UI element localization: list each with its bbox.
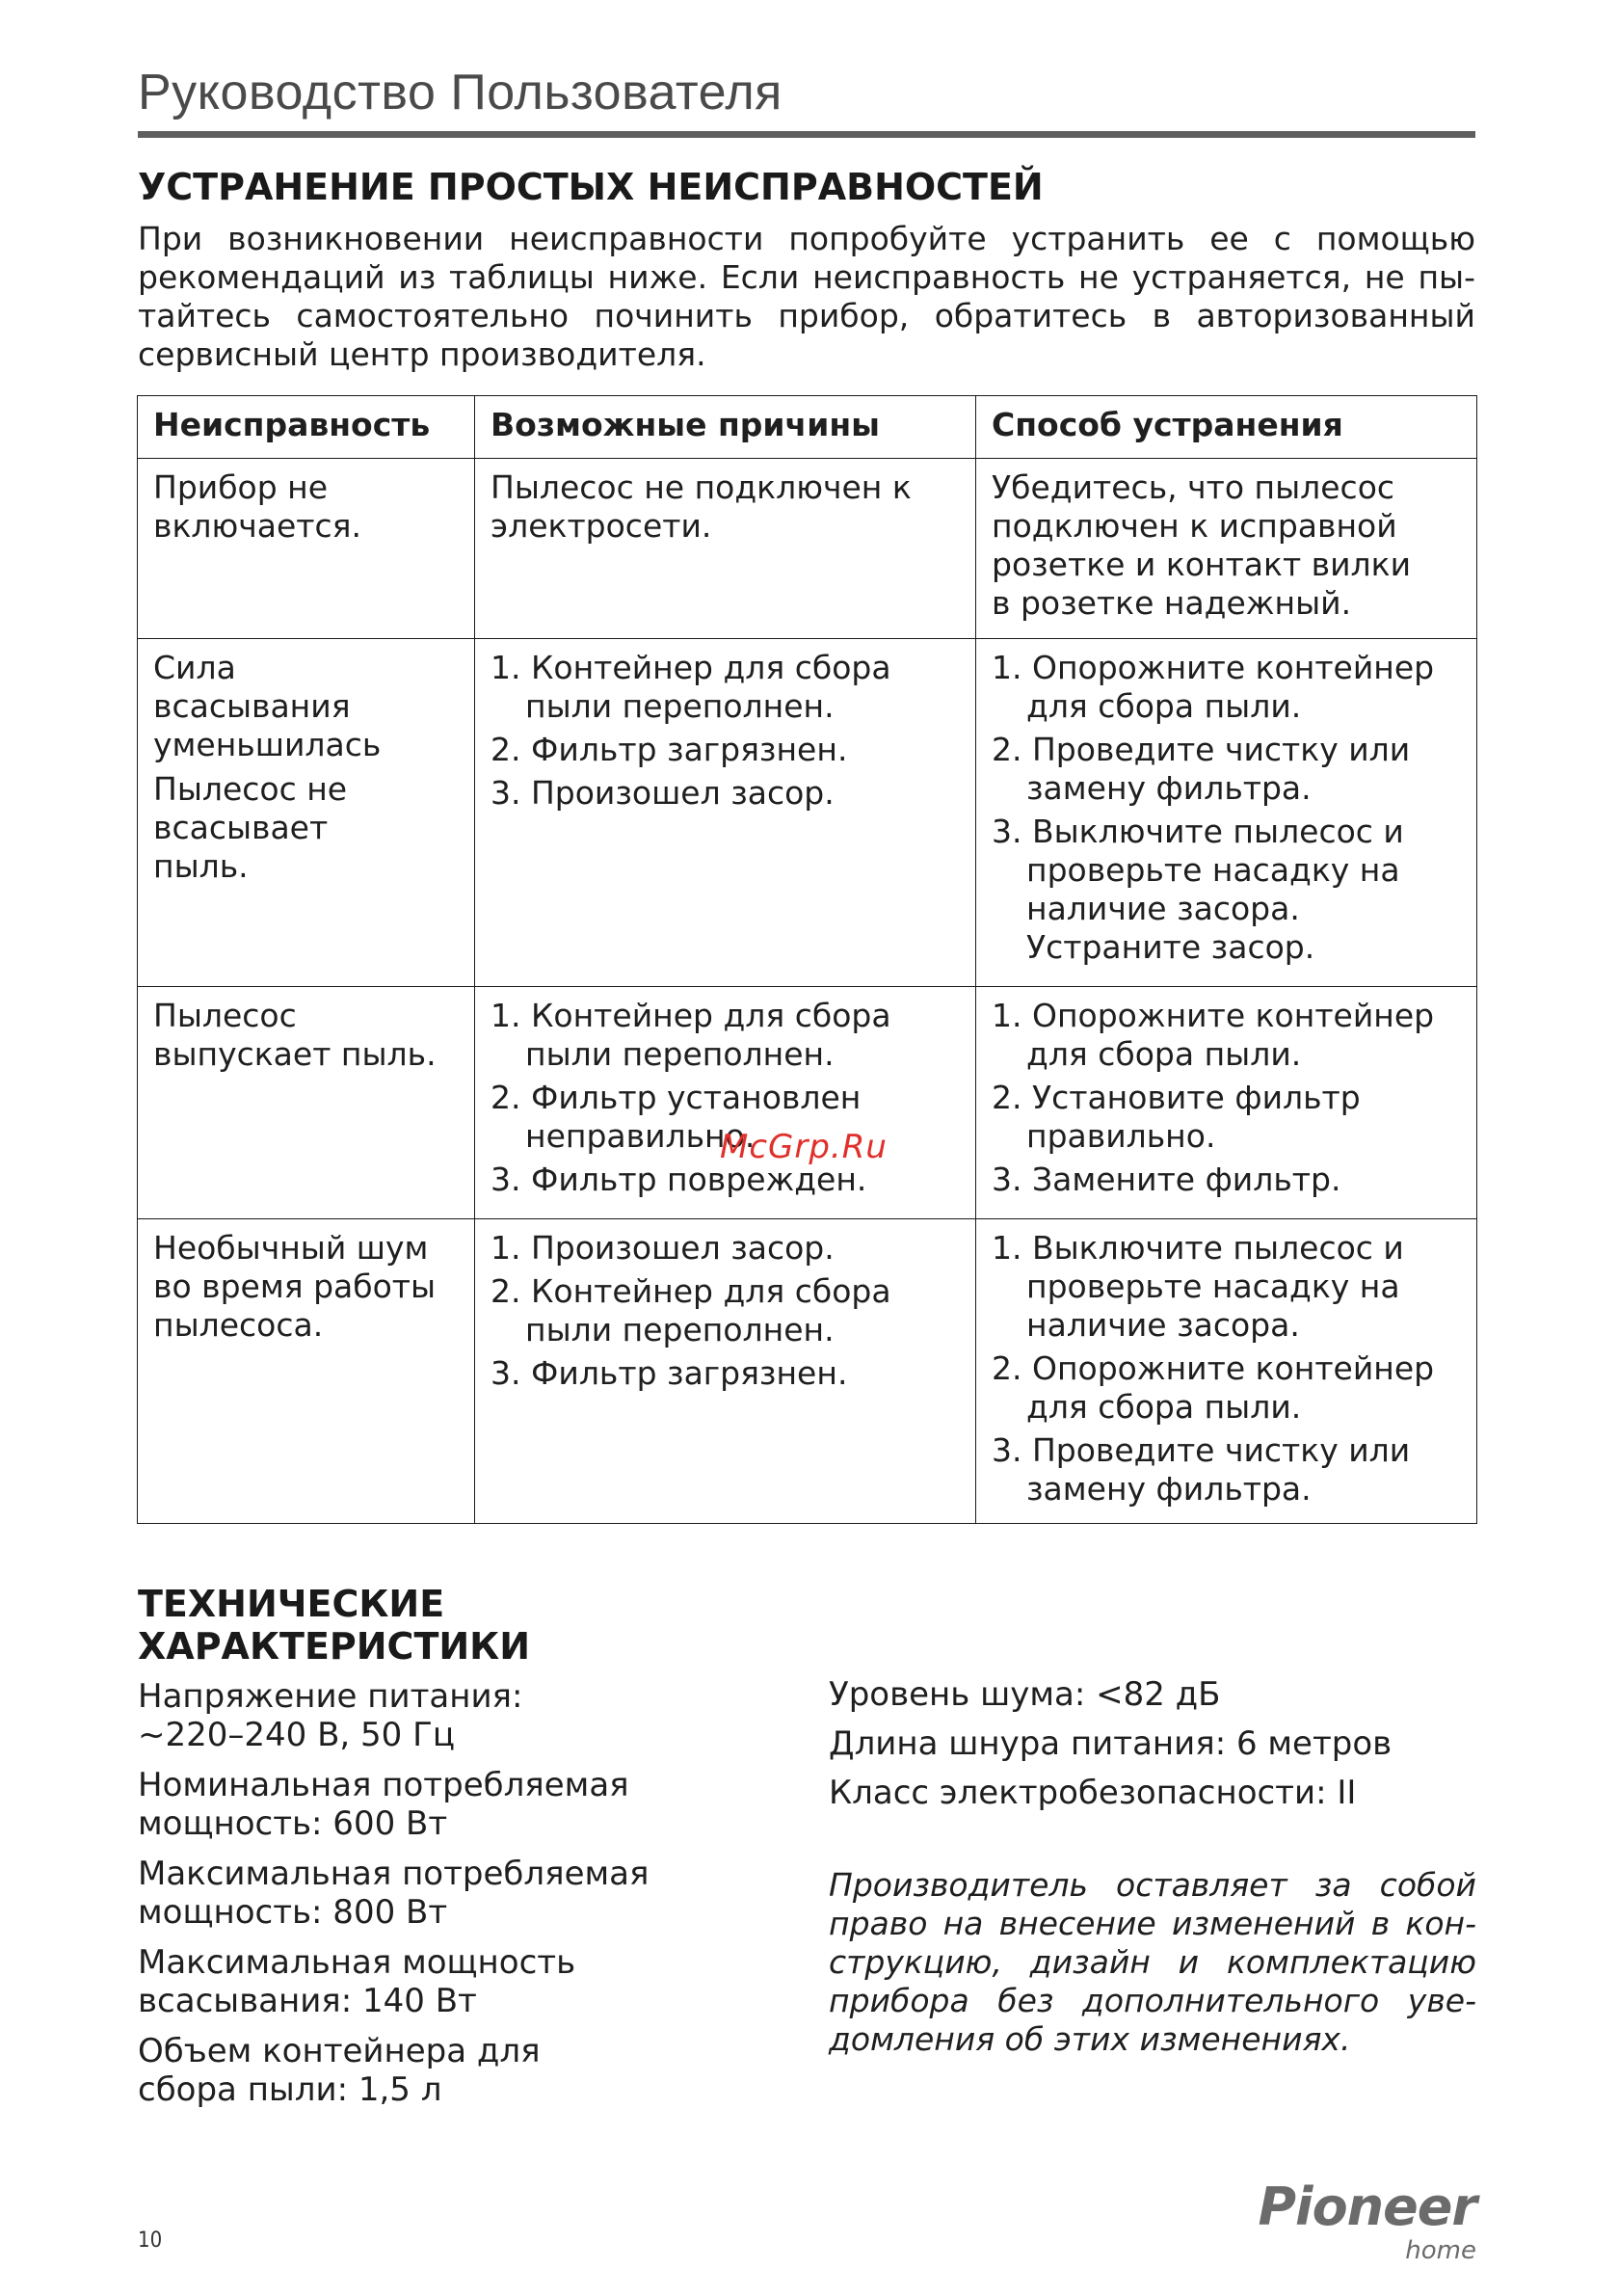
specs-title [138, 1583, 530, 1668]
list-item: 3. Замените фильтр. [992, 1161, 1341, 1198]
list-item: 3. Выключите пылесос и проверьте насадку на наличие засора. Устраните засор. [992, 813, 1404, 966]
pioneer-home-logo [1243, 2176, 1476, 2263]
watermark-text: McGrp.Ru [720, 1128, 888, 1166]
fault-text: Необычный шум во время работы пылесоса. [153, 1229, 437, 1344]
specs-left-column [138, 1677, 716, 2121]
list-item: 2. Контейнер для сбора пыли переполнен. [491, 1272, 891, 1348]
troubleshooting-table [137, 395, 1477, 1524]
list-item: 1. Контейнер для сбора пыли переполнен. [491, 649, 891, 725]
disclaimer-line: домления об этих изменениях. [829, 2020, 1351, 2058]
remedies-list [992, 1229, 1463, 1508]
cause-text: Пылесос не подключен к электросети. [491, 468, 912, 545]
intro-line: сервисный центр производителя. [138, 335, 706, 373]
list-item: 1. Опорожните контейнер для сбора пыли. [992, 997, 1435, 1073]
spec-item: Номинальная потребляемая мощность: 600 Вт [138, 1766, 629, 1843]
troubleshooting-title: УСТРАНЕНИЕ ПРОСТЫХ НЕИСПРАВНОСТЕЙ [138, 166, 1044, 208]
list-item: 1. Контейнер для сбора пыли переполнен. [491, 997, 891, 1073]
manufacturer-disclaimer [829, 1866, 1476, 2059]
brand-name: Pioneer [1258, 2176, 1476, 2237]
brand-subname: home [1405, 2236, 1476, 2265]
causes-cell [475, 639, 976, 987]
list-item: 2. Проведите чистку или замену фильтра. [992, 731, 1411, 807]
list-item: 3. Фильтр загрязнен. [491, 1354, 848, 1392]
remedies-list [992, 649, 1463, 967]
list-item: 2. Фильтр загрязнен. [491, 731, 848, 768]
list-item: 1. Опорожните контейнер для сбора пыли. [992, 649, 1435, 725]
fault-text: Сила всасывания уменьшилась [153, 649, 382, 763]
column-header-causes: Возможные причины [475, 396, 976, 459]
remedies-cell [976, 987, 1477, 1219]
causes-cell [475, 459, 976, 639]
specs-right-column [829, 1675, 1476, 1823]
list-item: 3. Произошел засор. [491, 774, 835, 812]
remedies-cell [976, 639, 1477, 987]
remedies-cell [976, 459, 1477, 639]
fault-cell [138, 987, 475, 1219]
fault-cell [138, 639, 475, 987]
fault-cell [138, 1219, 475, 1524]
disclaimer-line: прибора без дополнительного уве- [829, 1982, 1476, 2019]
disclaimer-line: право на внесение изменений в кон- [829, 1905, 1476, 1942]
troubleshooting-intro [138, 220, 1475, 374]
spec-item: Класс электробезопасности: II [829, 1774, 1357, 1812]
causes-list [491, 649, 962, 813]
page-header-title: Руководство Пользователя [138, 65, 782, 120]
disclaimer-line: струкцию, дизайн и комплектацию [829, 1943, 1476, 1981]
spec-item: Максимальная мощность всасывания: 140 Вт [138, 1943, 576, 2020]
column-header-fault: Неисправность [138, 396, 475, 459]
fault-text: Прибор не включается. [153, 468, 361, 545]
table-header-row [138, 396, 1477, 459]
specs-title-line: ТЕХНИЧЕСКИЕ [138, 1583, 445, 1625]
remedies-list [992, 997, 1463, 1199]
disclaimer-line: Производитель оставляет за собой [829, 1866, 1476, 1904]
causes-cell [475, 1219, 976, 1524]
list-item: 3. Проведите чистку или замену фильтра. [992, 1431, 1411, 1508]
list-item: 2. Фильтр установлен неправильно. [491, 1079, 862, 1155]
spec-item: Максимальная потребляемая мощность: 800 Вт [138, 1855, 650, 1932]
table-row [138, 987, 1477, 1219]
header-divider [138, 131, 1475, 138]
table-row [138, 459, 1477, 639]
list-item: 1. Выключите пылесос и проверьте насадку на наличие засора. [992, 1229, 1404, 1344]
list-item: 2. Установите фильтр правильно. [992, 1079, 1361, 1155]
column-header-remedies: Способ устранения [976, 396, 1477, 459]
remedy-text: Убедитесь, что пылесос подключен к исправной розетке и контакт вилки в розетке надежный. [992, 468, 1412, 622]
list-item: 3. Фильтр поврежден. [491, 1161, 867, 1198]
table-row [138, 1219, 1477, 1524]
table-row [138, 639, 1477, 987]
causes-cell [475, 987, 976, 1219]
fault-cell [138, 459, 475, 639]
spec-item: Длина шнура питания: 6 метров [829, 1724, 1393, 1763]
causes-list [491, 997, 962, 1199]
list-item: 1. Произошел засор. [491, 1229, 835, 1267]
page-number: 10 [138, 2229, 163, 2253]
list-item: 2. Опорожните контейнер для сбора пыли. [992, 1349, 1435, 1426]
intro-line: При возникновении неисправности попробуйте устранить ее с помощью [138, 220, 1475, 257]
spec-item: Объем контейнера для сбора пыли: 1,5 л [138, 2032, 541, 2109]
remedies-cell [976, 1219, 1477, 1524]
fault-text: Пылесос не всасывает пыль. [153, 770, 348, 885]
intro-line: рекомендаций из таблицы ниже. Если неисправность не устраняется, не пы- [138, 258, 1475, 296]
spec-item: Уровень шума: <82 дБ [829, 1675, 1221, 1714]
specs-title-line: ХАРАКТЕРИСТИКИ [138, 1625, 531, 1668]
spec-item: Напряжение питания: ~220–240 В, 50 Гц [138, 1677, 523, 1754]
intro-line: тайтесь самостоятельно починить прибор, обратитесь в авторизованный [138, 297, 1475, 334]
fault-text: Пылесос выпускает пыль. [153, 997, 437, 1073]
causes-list [491, 1229, 962, 1393]
